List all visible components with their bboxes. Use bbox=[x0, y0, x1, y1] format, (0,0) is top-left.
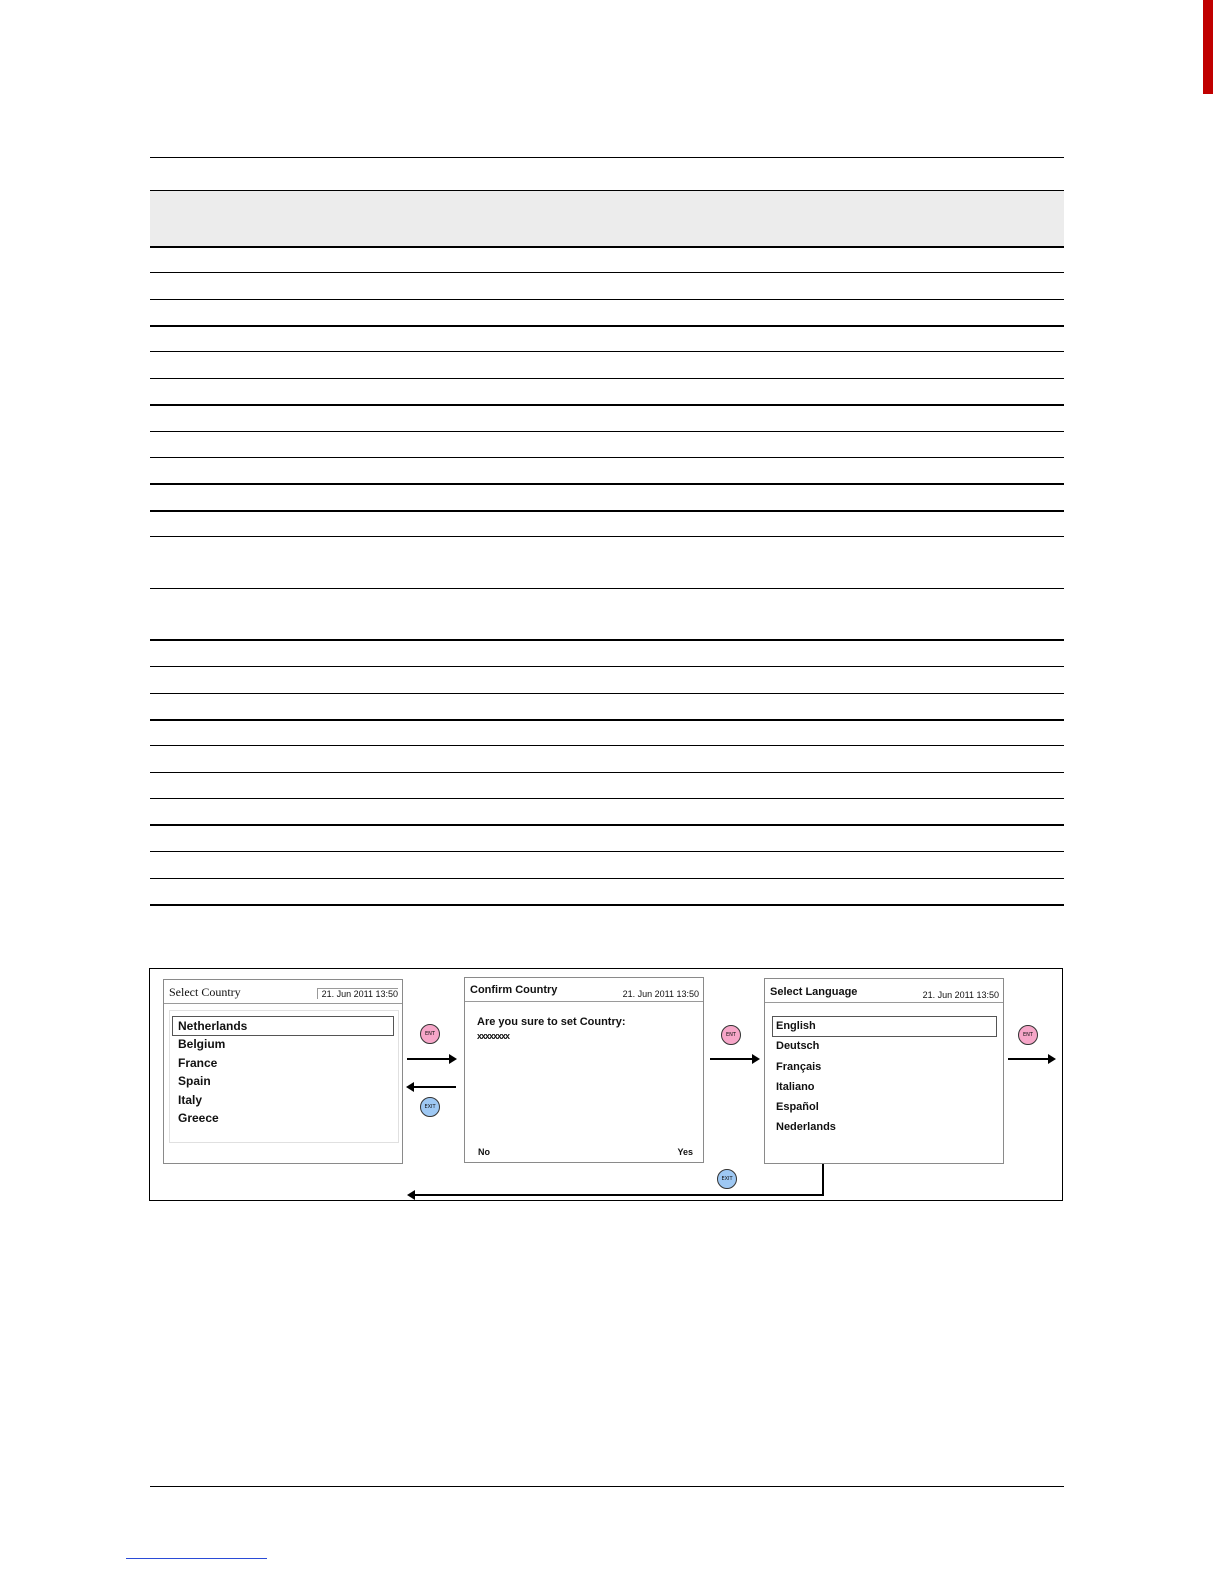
screen-title: Select Country bbox=[169, 985, 241, 999]
return-arrow bbox=[409, 1194, 824, 1196]
language-option[interactable]: Nederlands bbox=[776, 1121, 836, 1133]
next-arrow bbox=[1008, 1058, 1054, 1060]
select-language-screen bbox=[764, 978, 1004, 1164]
table-group-rule bbox=[150, 404, 1064, 406]
language-option[interactable]: Italiano bbox=[776, 1081, 815, 1093]
table-row-rule bbox=[150, 666, 1064, 667]
chapter-tab-marker bbox=[1203, 0, 1213, 94]
table-bottom-rule bbox=[150, 904, 1064, 906]
table-row-rule bbox=[150, 851, 1064, 852]
table-group-rule bbox=[150, 483, 1064, 485]
select-country-screen bbox=[163, 979, 403, 1164]
table-row-rule bbox=[150, 772, 1064, 773]
no-softkey[interactable]: No bbox=[478, 1147, 490, 1157]
table-row-rule bbox=[150, 878, 1064, 879]
table-group-rule bbox=[150, 639, 1064, 641]
screen-title: Select Language bbox=[770, 986, 858, 998]
screen-flow-diagram bbox=[149, 968, 1063, 1201]
language-option[interactable]: Deutsch bbox=[776, 1040, 820, 1052]
title-divider bbox=[765, 1002, 1003, 1003]
table-row-rule bbox=[150, 745, 1064, 746]
footer-rule bbox=[150, 1486, 1064, 1487]
language-option[interactable]: Español bbox=[776, 1101, 819, 1113]
next-arrow bbox=[407, 1058, 455, 1060]
enter-button-icon: ENT bbox=[721, 1025, 741, 1045]
table-group-rule bbox=[150, 325, 1064, 327]
yes-softkey[interactable]: Yes bbox=[677, 1147, 693, 1157]
language-option[interactable]: Français bbox=[776, 1061, 822, 1073]
table-group-rule bbox=[150, 824, 1064, 826]
country-option[interactable]: Greece bbox=[178, 1111, 219, 1125]
table-row-rule bbox=[150, 457, 1064, 458]
language-option[interactable]: English bbox=[776, 1020, 816, 1032]
table-row-rule bbox=[150, 431, 1064, 432]
table-group-rule bbox=[150, 719, 1064, 721]
table-row-rule bbox=[150, 588, 1064, 589]
back-arrow bbox=[408, 1086, 456, 1088]
screen-date: 21. Jun 2011 13:50 bbox=[922, 990, 999, 1000]
country-option[interactable]: Spain bbox=[178, 1074, 211, 1088]
confirm-question: Are you sure to set Country: bbox=[477, 1016, 626, 1028]
table-top-rule bbox=[150, 157, 1064, 158]
table-header-bottom-rule bbox=[150, 246, 1064, 248]
table-header-band bbox=[150, 191, 1064, 246]
exit-button-icon: EXIT bbox=[717, 1169, 737, 1189]
title-divider bbox=[465, 1001, 703, 1002]
table-row-rule bbox=[150, 378, 1064, 379]
table-group-rule bbox=[150, 510, 1064, 512]
table-row-rule bbox=[150, 693, 1064, 694]
return-path-line bbox=[822, 1164, 824, 1196]
screen-date: 21. Jun 2011 13:50 bbox=[317, 988, 398, 999]
screen-date: 21. Jun 2011 13:50 bbox=[622, 989, 699, 999]
next-arrow bbox=[710, 1058, 758, 1060]
table-row-rule bbox=[150, 536, 1064, 537]
screen-title: Confirm Country bbox=[470, 984, 558, 996]
enter-button-icon: ENT bbox=[1018, 1025, 1038, 1045]
country-option[interactable]: Netherlands bbox=[178, 1019, 248, 1033]
exit-button-icon: EXIT bbox=[420, 1097, 440, 1117]
title-divider bbox=[164, 1003, 402, 1004]
country-placeholder: xxxxxxxx bbox=[477, 1031, 510, 1041]
table-row-rule bbox=[150, 351, 1064, 352]
confirm-country-screen bbox=[464, 977, 704, 1163]
enter-button-icon: ENT bbox=[420, 1024, 440, 1044]
table-row-rule bbox=[150, 272, 1064, 273]
country-option[interactable]: France bbox=[178, 1056, 218, 1070]
country-option[interactable]: Belgium bbox=[178, 1037, 226, 1051]
country-option[interactable]: Italy bbox=[178, 1093, 203, 1107]
footer-link-underline[interactable] bbox=[126, 1558, 267, 1559]
table-row-rule bbox=[150, 299, 1064, 300]
table-row-rule bbox=[150, 798, 1064, 799]
